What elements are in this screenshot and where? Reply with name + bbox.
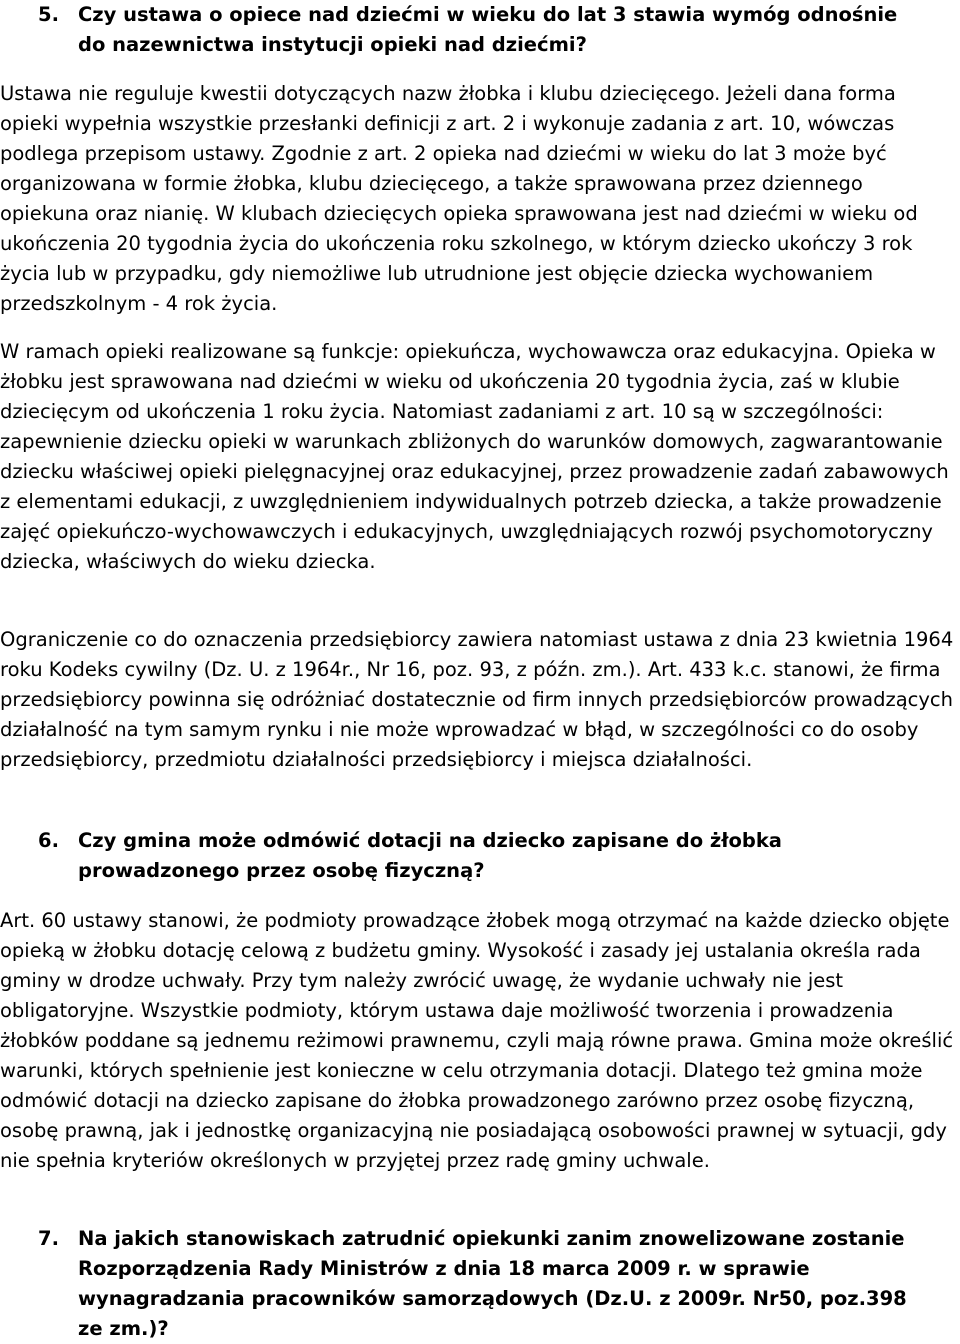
question-7-heading: [38, 1224, 918, 1344]
question-7-title: Na jakich stanowiskach zatrudnić opiekunki zanim znowelizowane zostanie Rozporządzenia Rady Ministrów z dnia 18 marca 2009 r. w sprawie wynagradzania pracowników samorządowych (Dz.U. z 2009r. Nr50, poz.398 ze zm.)?: [78, 1227, 907, 1340]
question-6-number: 6.: [38, 829, 59, 852]
question-5-number: 5.: [38, 3, 59, 26]
question-7-number: 7.: [38, 1227, 59, 1250]
question-5-title: Czy ustawa o opiece nad dziećmi w wieku do lat 3 stawia wymóg odnośnie do nazewnictwa instytucji opieki nad dziećmi?: [78, 3, 898, 56]
q6-paragraph-1: Art. 60 ustawy stanowi, że podmioty prowadzące żłobek mogą otrzymać na każde dziecko objęte opieką w żłobku dotację celową z budżetu gminy. Wysokość i zasady jej ustalania określa rada gminy w drodze uchwały. Przy tym należy zwrócić uwagę, że wydanie uchwały nie jest obligatoryjne. Wszystkie podmioty, którym ustawa daje możliwość tworzenia i prowadzenia żłobków poddane są jednemu reżimowi prawnemu, czyli mają równe prawa. Gmina może określić warunki, których spełnienie jest konieczne w celu otrzymania dotacji. Dlatego też gmina może odmówić dotacji na dziecko zapisane do żłobka prowadzonego zarówno przez osobę fizyczną, osobę prawną, jak i jednostkę organizacyjną nie posiadającą osobowości prawnej w sytuacji, gdy nie spełnia kryteriów określonych w przyjętej przez radę gminy uchwale.: [0, 909, 954, 1172]
question-6-heading: [38, 826, 878, 886]
q5-paragraph-1: Ustawa nie reguluje kwestii dotyczących nazw żłobka i klubu dziecięcego. Jeżeli dana forma opieki wypełnia wszystkie przesłanki definicji z art. 2 i wykonuje zadania z art. 10, wówczas podlega przepisom ustawy. Zgodnie z art. 2 opieka nad dziećmi w wieku do lat 3 może być organizowana w formie żłobka, klubu dziecięcego, a także sprawowana przez dziennego opiekuna oraz nianię. W klubach dziecięcych opieka sprawowana jest nad dziećmi w wieku od ukończenia 20 tygodnia życia do ukończenia roku szkolnego, w którym dziecko ukończy 3 rok życia lub w przypadku, gdy niemożliwe lub utrudnione jest objęcie dziecka wychowaniem przedszkolnym - 4 rok życia.: [0, 82, 918, 315]
q5-paragraph-3: Ograniczenie co do oznaczenia przedsiębiorcy zawiera natomiast ustawa z dnia 23 kwietnia 1964 roku Kodeks cywilny (Dz. U. z 1964r., Nr 16, poz. 93, z późn. zm.). Art. 433 k.c. stanowi, że firma przedsiębiorcy powinna się odróżniać dostatecznie od firm innych przedsiębiorców prowadzących działalność na tym samym rynku i nie może wprowadzać w błąd, w szczególności co do osoby przedsiębiorcy, przedmiotu działalności przedsiębiorcy i miejsca działalności.: [0, 628, 954, 771]
q5-paragraph-2: W ramach opieki realizowane są funkcje: opiekuńcza, wychowawcza oraz edukacyjna. Opieka w żłobku jest sprawowana nad dziećmi w wieku od ukończenia 20 tygodnia życia, zaś w klubie dziecięcym od ukończenia 1 roku życia. Natomiast zadaniami z art. 10 są w szczególności: zapewnienie dziecku opieki w warunkach zbliżonych do warunków domowych, zagwarantowanie dziecku właściwej opieki pielęgnacyjnej oraz edukacyjnej, przez prowadzenie zadań zabawowych z elementami edukacji, z uwzględnieniem indywidualnych potrzeb dziecka, a także prowadzenie zajęć opiekuńczo-wychowawczych i edukacyjnych, uwzględniających rozwój psychomotoryczny dziecka, właściwych do wieku dziecka.: [0, 340, 949, 573]
question-5-heading: [38, 0, 918, 60]
question-6-title: Czy gmina może odmówić dotacji na dziecko zapisane do żłobka prowadzonego przez osobę fizyczną?: [78, 829, 782, 882]
